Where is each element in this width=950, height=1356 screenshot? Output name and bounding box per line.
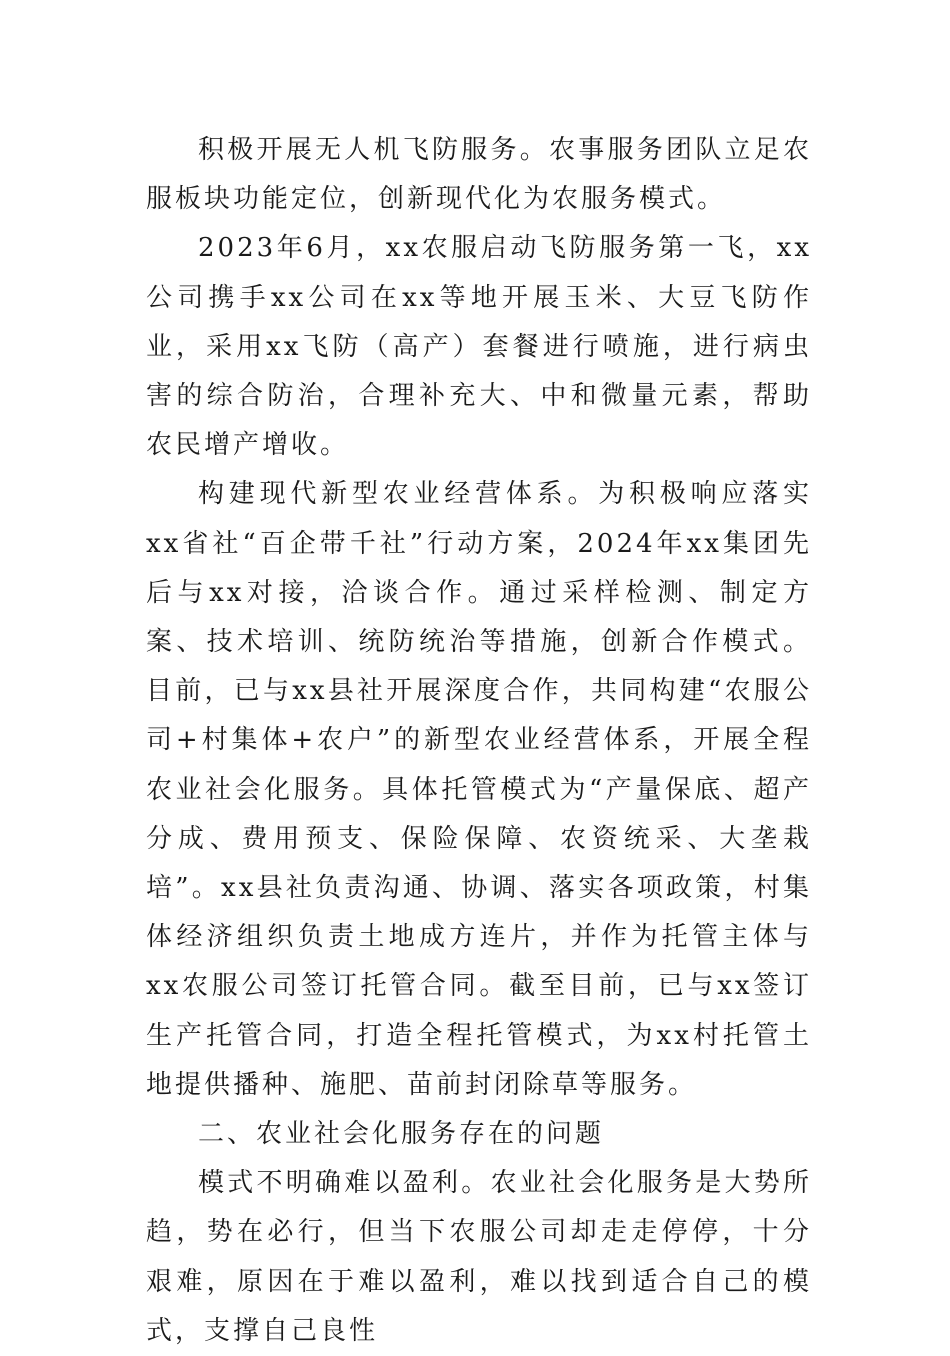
paragraph-drone-service: 积极开展无人机飞防服务。农事服务团队立足农服板块功能定位，创新现代化为农服务模式。 [146,135,812,215]
paragraph-unclear-model: 模式不明确难以盈利。农业社会化服务是大势所趋，势在必行，但当下农服公司却走走停停，十分艰难，原因在于难以盈利，难以找到适合自己的模式，支撑自己良性 [146,1168,812,1346]
document-body [146,126,812,1356]
section-heading-problems: 二、农业社会化服务存在的问题 [198,1119,605,1150]
paragraph-operating-system: 构建现代新型农业经营体系。为积极响应落实xx省社“百企带千社”行动方案，2024年xx集团先后与xx对接，洽谈合作。通过采样检测、制定方案、技术培训、统防统治等措施，创新合作模式。目前，已与xx县社开展深度合作，共同构建“农服公司+村集体+农户”的新型农业经营体系，开展全程农业社会化服务。具体托管模式为“产量保底、超产分成、费用预支、保险保障、农资统采、大垄栽培”。xx县社负责沟通、协调、落实各项政策，村集体经济组织负责土地成方连片，并作为托管主体与xx农服公司签订托管合同。截至目前，已与xx签订生产托管合同，打造全程托管模式，为xx村托管土地提供播种、施肥、苗前封闭除草等服务。 [146,479,812,1100]
paragraph-2023-flight: 2023年6月，xx农服启动飞防服务第一飞，xx公司携手xx公司在xx等地开展玉米、大豆飞防作业，采用xx飞防（高产）套餐进行喷施，进行病虫害的综合防治，合理补充大、中和微量元素，帮助农民增产增收。 [146,233,812,461]
